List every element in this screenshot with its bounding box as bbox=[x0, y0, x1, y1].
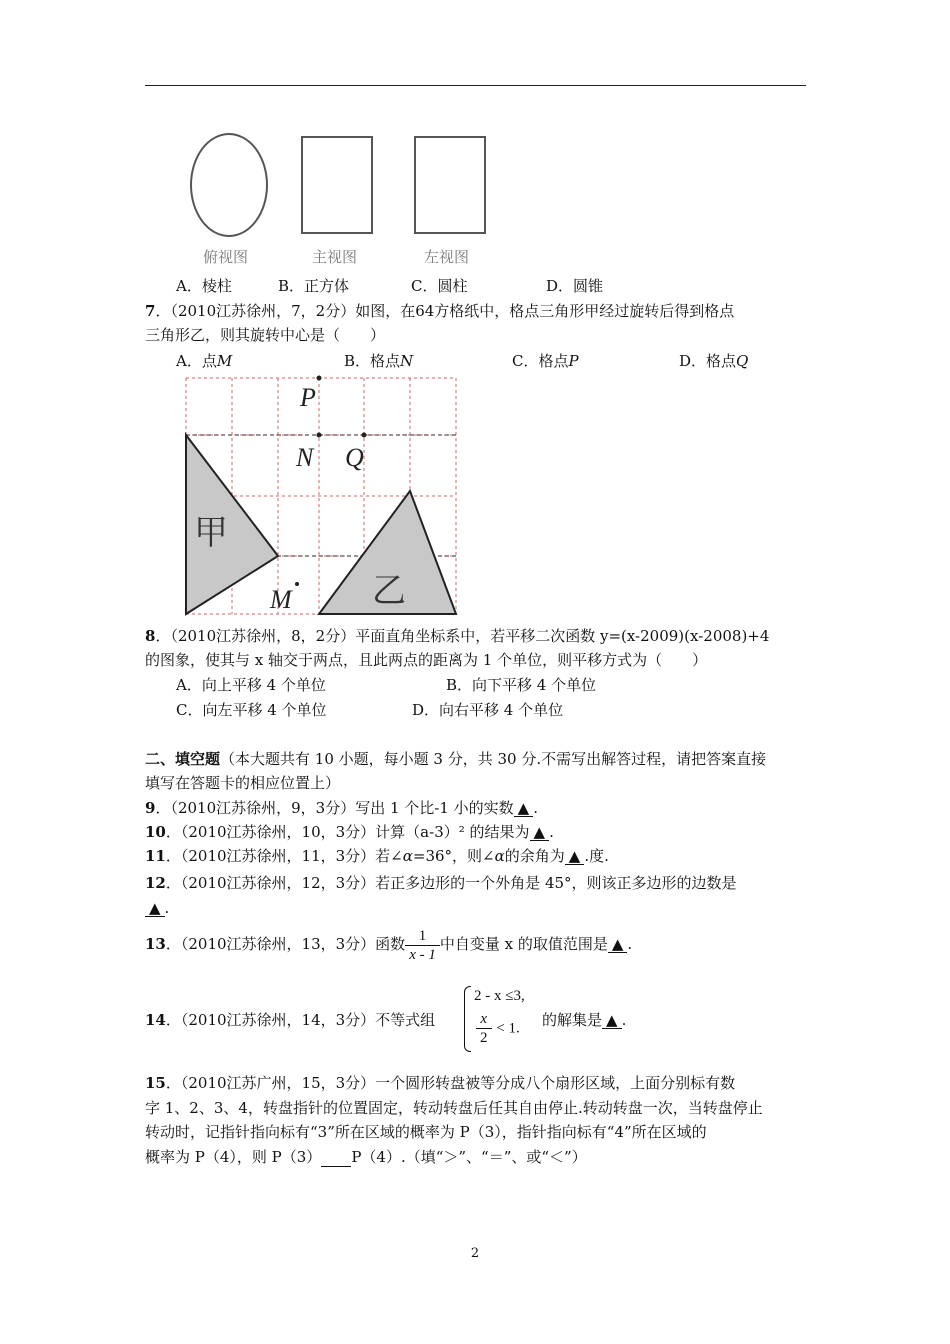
q12-line-2: ▲ . bbox=[145, 898, 169, 918]
point-q-marker bbox=[362, 433, 367, 438]
q9-line: 9．（2010江苏徐州，9，3分）写出 1 个比-1 小的实数 ▲ . bbox=[145, 799, 538, 817]
q12-line-1: 12．（2010江苏徐州，12，3分）若正多边形的一个外角是 45°，则该正多边形的边数是 bbox=[145, 874, 737, 892]
point-n-marker bbox=[317, 433, 322, 438]
q15-line-3: 转动时，记指针指向标有“3”所在区域的概率为 P（3），指针指向标有“4”所在区域的 bbox=[145, 1123, 707, 1141]
answer-blank: ▲ bbox=[514, 800, 534, 817]
q6-option-d: D．圆锥 bbox=[546, 277, 604, 295]
q7-line-1: 7．（2010江苏徐州，7，2分）如图，在64方格纸中，格点三角形甲经过旋转后得到格点 bbox=[145, 302, 735, 320]
q13-line: 13．（2010江苏徐州，13，3分）函数 $\frac{1}{x - 1}$ 中自变量 x 的取值范围是 ▲ . bbox=[145, 927, 633, 963]
q7-option-b: B．格点N bbox=[344, 352, 414, 370]
q8-line-1: 8．（2010江苏徐州，8，2分）平面直角坐标系中，若平移二次函数 y=(x-2009)(x-2008)+4 bbox=[145, 627, 770, 645]
system-brace bbox=[464, 986, 471, 1052]
answer-blank: ▲ bbox=[608, 936, 628, 953]
q14-line-a: 14．（2010江苏徐州，14，3分）不等式组 bbox=[145, 1011, 436, 1029]
q7-option-c: C．格点P bbox=[512, 352, 579, 370]
label-yi: 乙 bbox=[372, 571, 406, 611]
inequality-1: 2 - x ≤3, bbox=[474, 988, 525, 1004]
answer-blank: ▲ bbox=[145, 900, 165, 917]
front-view-rectangle bbox=[301, 136, 373, 234]
point-p-marker bbox=[317, 376, 322, 381]
q7-option-d: D．格点Q bbox=[679, 352, 749, 370]
q10-line: 10．（2010江苏徐州，10，3分）计算（a-3）² 的结果为 ▲ . bbox=[145, 823, 554, 841]
left-view-rectangle bbox=[414, 136, 486, 234]
label-n: N bbox=[296, 443, 314, 472]
page-number: 2 bbox=[470, 1246, 480, 1261]
q6-option-c: C．圆柱 bbox=[411, 277, 468, 295]
answer-blank: ▲ bbox=[565, 848, 585, 865]
inequality-system bbox=[464, 984, 540, 1054]
q8-option-a: A．向上平移 4 个单位 bbox=[176, 676, 326, 694]
answer-blank: ▲ bbox=[602, 1012, 622, 1029]
point-m-marker bbox=[295, 582, 299, 586]
q8-line-2: 的图象，使其与 x 轴交于两点，且此两点的距离为 1 个单位，则平移方式为（ ） bbox=[145, 651, 708, 669]
label-jia: 甲 bbox=[194, 513, 228, 553]
front-view-label: 主视图 bbox=[312, 248, 358, 266]
q15-line-1: 15．（2010江苏广州，15，3分）一个圆形转盘被等分成八个扇形区域，上面分别标有数 bbox=[145, 1074, 736, 1092]
inequality-2: $\frac{x}{2}$ < 1. bbox=[476, 1010, 520, 1047]
q6-option-a: A．棱柱 bbox=[176, 277, 232, 295]
label-q: Q bbox=[345, 443, 364, 472]
top-view-label: 俯视图 bbox=[203, 248, 249, 266]
q8-option-d: D．向右平移 4 个单位 bbox=[412, 701, 564, 719]
section2-line-1: 二、填空题（本大题共有 10 小题，每小题 3 分，共 30 分.不需写出解答过程，请把答案直接 bbox=[145, 750, 767, 768]
label-p: P bbox=[300, 383, 316, 412]
section2-line-2: 填写在答题卡的相应位置上） bbox=[145, 774, 341, 792]
left-view-label: 左视图 bbox=[424, 248, 470, 266]
rotation-grid-figure bbox=[182, 374, 462, 618]
q8-option-b: B．向下平移 4 个单位 bbox=[446, 676, 597, 694]
q7-option-a: A．点M bbox=[176, 352, 233, 370]
q6-option-b: B．正方体 bbox=[278, 277, 350, 295]
q11-line: 11．（2010江苏徐州，11，3分）若∠α=36°，则∠α的余角为 ▲ .度. bbox=[145, 847, 609, 865]
top-view-ellipse bbox=[190, 133, 268, 237]
q15-line-4: 概率为 P（4），则 P（3） P（4）.（填“＞”、“＝”、或“＜”） bbox=[145, 1148, 587, 1166]
q15-line-2: 字 1、2、3、4，转盘指针的位置固定，转动转盘后任其自由停止.转动转盘一次，当转盘停止 bbox=[145, 1099, 763, 1117]
answer-blank bbox=[321, 1150, 351, 1167]
q14-line-b: 的解集是 ▲ . bbox=[542, 1011, 627, 1029]
fraction: $\frac{1}{x - 1}$ bbox=[405, 927, 440, 964]
answer-blank: ▲ bbox=[530, 824, 550, 841]
label-m: M bbox=[270, 585, 292, 614]
q8-option-c: C．向左平移 4 个单位 bbox=[176, 701, 327, 719]
q7-line-2: 三角形乙，则其旋转中心是（ ） bbox=[145, 326, 386, 344]
header-rule bbox=[145, 85, 806, 86]
section-title: 二、填空题 bbox=[145, 750, 221, 768]
